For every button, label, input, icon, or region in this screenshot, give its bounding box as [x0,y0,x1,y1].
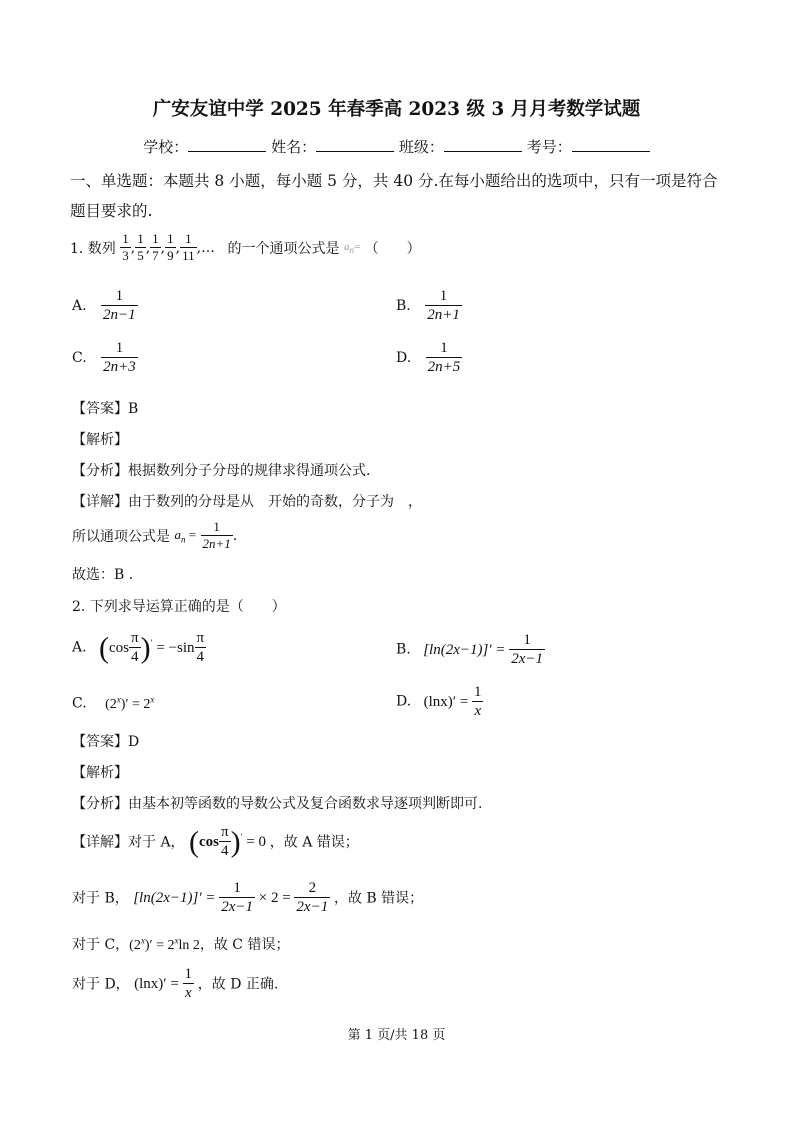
class-label: 班级： [398,138,444,156]
section-heading-line1: 一、单选题：本题共 8 小题，每小题 5 分，共 40 分.在每小题给出的选项中，只有一项是符合 [70,172,718,190]
q1-sequence: $\frac{1}{3}$ , $\frac{1}{5}$ , $\frac{1}{7}$ , $\frac{1}{9}$ , $\frac{1}{11}$ ,… [122,231,216,263]
q2-answer: 【答案】D [72,734,140,750]
q1-conclusion: 故选：B . [72,567,134,583]
school-label: 学校： [143,138,189,156]
q1-analysis-head: 【解析】 [72,432,128,448]
q1-stem [70,232,421,264]
q2-option-b[interactable]: B. [ln(2x−1)]′ = $\frac{1}{2x-1}$ [396,632,543,668]
q1-detail: 【详解】由于数列的分母是从 开始的奇数，分子为 ， [72,494,422,510]
q2-analysis: 【分析】由基本初等函数的导数公式及复合函数求导逐项判断即可. [72,796,483,812]
school-blank[interactable] [188,137,266,152]
seq-term: $\frac{1}{5}$ [137,231,144,263]
q1-option-d[interactable]: D. $\frac{1}{2n+5}$ [396,340,461,376]
q2-detail-c: 对于 C，$(2^x)' = 2^x\ln$ 2，故 C 错误； [72,935,290,953]
number-blank[interactable] [572,137,650,152]
page-title: 广安友谊中学 2025 年春季高 2023 级 3 月月考数学试题 [152,99,641,120]
seq-term: $\frac{1}{9}$ [167,231,174,263]
q1-suffix: 的一个通项公式是 [227,240,340,257]
q2-option-d[interactable]: D. (lnx)′ = $\frac{1}{x}$ [396,684,482,720]
seq-term: $\frac{1}{3}$ [122,231,129,263]
class-blank[interactable] [444,137,522,152]
q2-detail-a: 【详解】对于 A， (cos $\frac{\pi}{4}$ )′ = 0 ，故 A 错误； [72,824,359,860]
name-label: 姓名： [271,138,317,156]
seq-term: $\frac{1}{11}$ [182,231,195,263]
q2-analysis-head: 【解析】 [72,765,128,781]
q2-stem: 2. 下列求导运算正确的是（ ） [72,599,286,615]
q1-an: $a_n=$ [343,240,361,255]
q2-option-a[interactable]: A. (cos $\frac{\pi}{4}$ )′ = −sin $\frac{\pi}{4}$ [72,630,205,666]
q1-analysis: 【分析】根据数列分子分母的规律求得通项公式. [72,463,371,479]
name-blank[interactable] [316,137,394,152]
page-footer: 第 1 页/共 18 页 [347,1028,446,1043]
q1-answer: 【答案】B [72,401,139,417]
q1-option-a[interactable]: A. $\frac{1}{2n-1}$ [72,288,136,324]
q2-detail-d: 对于 D， (lnx)′ = $\frac{1}{x}$ ，故 D 正确. [72,966,279,1002]
q1-prefix: 1. 数列 [70,240,116,257]
student-info-line [0,136,793,157]
q2-detail-b: 对于 B， [ln(2x−1)]′ = $\frac{1}{2x-1}$ × 2 = $\frac{2}{2x-1}$ ，故 B 错误； [72,880,424,916]
q1-option-b[interactable]: B. $\frac{1}{2n+1}$ [396,288,460,324]
number-label: 考号： [526,138,572,156]
q1-blank: （ ） [364,240,421,257]
section-heading-line2: 题目要求的. [70,202,153,220]
seq-term: $\frac{1}{7}$ [152,231,159,263]
q1-formula: 所以通项公式是 $a_n$ = $\frac{1}{2n+1}$ . [72,519,238,551]
q2-option-c[interactable]: C. $(2^x)' = 2^x$ [72,694,155,712]
q1-option-c[interactable]: C. $\frac{1}{2n+3}$ [72,340,136,376]
